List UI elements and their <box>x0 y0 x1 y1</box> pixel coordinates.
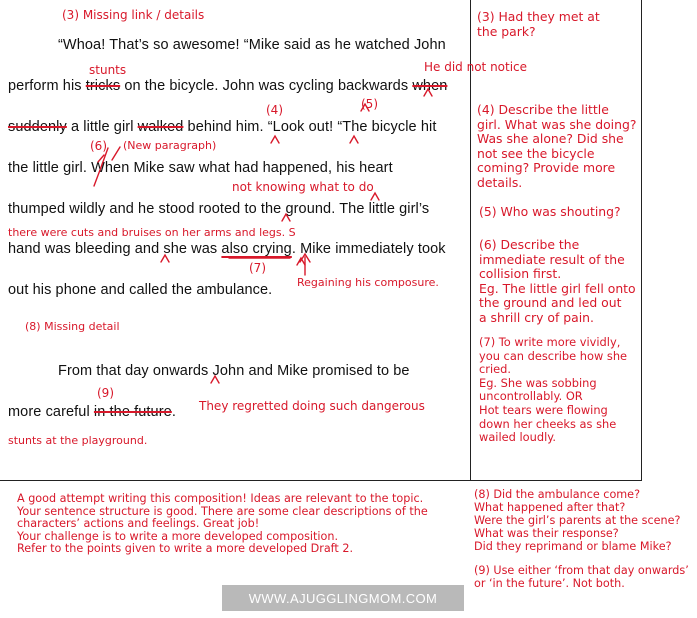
side-note-7-line: (7) To write more vividly, <box>479 335 621 349</box>
feedback-line: characters’ actions and feelings. Great job! <box>17 517 260 531</box>
arrow-regaining <box>300 254 310 275</box>
side-note-6 <box>479 238 636 326</box>
caret-mark <box>271 136 279 143</box>
side-note-4-line: not see the bicycle <box>477 145 595 161</box>
essay-line-1: “Whoa! That’s so awesome! “Mike said as he watched John <box>58 37 446 53</box>
bottom-note-8-line: What was their response? <box>474 527 619 540</box>
annotation-missing-detail: (8) Missing detail <box>25 320 120 333</box>
essay-line-7: out his phone and called the ambulance. <box>8 282 273 298</box>
annotation-stunts-playground: stunts at the playground. <box>8 434 148 447</box>
side-note-6-line: immediate result of the <box>479 251 625 267</box>
side-note-6-line: a shrill cry of pain. <box>479 309 594 325</box>
caret-mark <box>361 104 369 111</box>
essay-line-6: hand was bleeding and she was also crying. Mike immediately took <box>8 241 446 257</box>
caret-mark <box>211 376 219 383</box>
caret-mark <box>350 136 358 143</box>
annotation-n6: (6) <box>90 139 107 153</box>
bottom-note-8-line: (8) Did the ambulance come? <box>474 488 641 501</box>
side-note-3-line: (3) Had they met at <box>477 9 600 24</box>
feedback-line: A good attempt writing this composition! Ideas are relevant to the topic. <box>17 492 424 505</box>
side-note-6-line: (6) Describe the <box>479 237 580 252</box>
side-note-7-line: wailed loudly. <box>479 430 556 445</box>
side-note-5-line: (5) Who was shouting? <box>479 204 621 219</box>
teacher-feedback <box>17 493 428 556</box>
annotation-stunts: stunts <box>89 63 127 77</box>
paragraph-check-mark <box>94 147 120 186</box>
side-note-7-line: you can describe how she <box>479 348 628 363</box>
annotation-not-knowing: not knowing what to do <box>232 180 374 194</box>
annotation-new-paragraph: (New paragraph) <box>123 139 217 152</box>
feedback-line: Refer to the points given to write a more developed Draft 2. <box>17 542 354 556</box>
caret-mark <box>424 89 432 96</box>
annotation-he-did-not-notice: He did not notice <box>424 60 528 74</box>
side-note-7-line: uncontrollably. OR <box>479 389 583 404</box>
side-note-4-line: coming? Provide more <box>477 160 616 176</box>
bottom-note-9 <box>474 564 689 590</box>
caret-mark <box>371 193 379 200</box>
side-note-4-line: (4) Describe the little <box>477 102 609 117</box>
side-note-6-line: the ground and led out <box>479 295 622 311</box>
caret-mark <box>282 214 290 221</box>
bottom-note-8 <box>474 488 680 553</box>
side-note-6-line: collision first. <box>479 266 562 282</box>
watermark-banner <box>222 585 464 611</box>
feedback-line: Your sentence structure is good. There are some clear descriptions of the <box>17 504 428 518</box>
side-note-3-line: the park? <box>477 23 536 39</box>
watermark-text: WWW.AJUGGLINGMOM.COM <box>248 590 438 606</box>
essay-line-9: more careful in the future. <box>8 404 176 420</box>
essay-line-8: From that day onwards John and Mike promised to be <box>58 363 410 379</box>
essay-line-5: thumped wildly and he stood rooted to the ground. The little girl’s <box>8 201 430 217</box>
bottom-note-9-line: or ‘in the future’. Not both. <box>474 577 625 590</box>
essay-line-2: perform his tricks on the bicycle. John was cycling backwards when <box>8 78 448 94</box>
annotation-cuts-bruises: there were cuts and bruises on her arms and legs. S <box>8 226 296 239</box>
bottom-note-8-line: Were the girl’s parents at the scene? <box>474 514 681 527</box>
essay-line-4: the little girl. When Mike saw what had happened, his heart <box>8 160 393 176</box>
side-note-4 <box>477 103 636 191</box>
side-note-3 <box>477 10 600 39</box>
essay-line-3: suddenly a little girl walked behind him. “Look out! “The bicycle hit <box>8 119 437 135</box>
bottom-note-9-line: (9) Use either ‘from that day onwards’ <box>474 564 689 577</box>
annotation-n5: (5) <box>361 97 378 111</box>
side-note-6-line: Eg. The little girl fell onto <box>479 280 636 296</box>
caret-mark <box>161 255 169 262</box>
side-note-4-line: details. <box>477 174 523 190</box>
bottom-note-8-line: What happened after that? <box>474 501 626 514</box>
annotation-regretted: They regretted doing such dangerous <box>199 399 425 413</box>
side-note-7-line: Eg. She was sobbing <box>479 375 597 390</box>
side-note-7-line: cried. <box>479 362 511 377</box>
feedback-line: Your challenge is to write a more developed composition. <box>17 529 339 543</box>
annotation-n4: (4) <box>266 103 283 117</box>
annotation-regaining: Regaining his composure. <box>297 276 439 289</box>
side-note-7-line: down her cheeks as she <box>479 416 617 431</box>
side-note-5 <box>479 205 621 220</box>
side-note-7-line: Hot tears were flowing <box>479 402 608 417</box>
side-note-4-line: Was she alone? Did she <box>477 131 624 147</box>
annotation-n9: (9) <box>97 386 114 400</box>
bottom-note-8-line: Did they reprimand or blame Mike? <box>474 540 672 553</box>
side-note-7 <box>479 336 627 445</box>
annotation-n7: (7) <box>249 261 266 275</box>
annotation-missing-link: (3) Missing link / details <box>62 8 205 22</box>
side-note-4-line: girl. What was she doing? <box>477 116 637 132</box>
